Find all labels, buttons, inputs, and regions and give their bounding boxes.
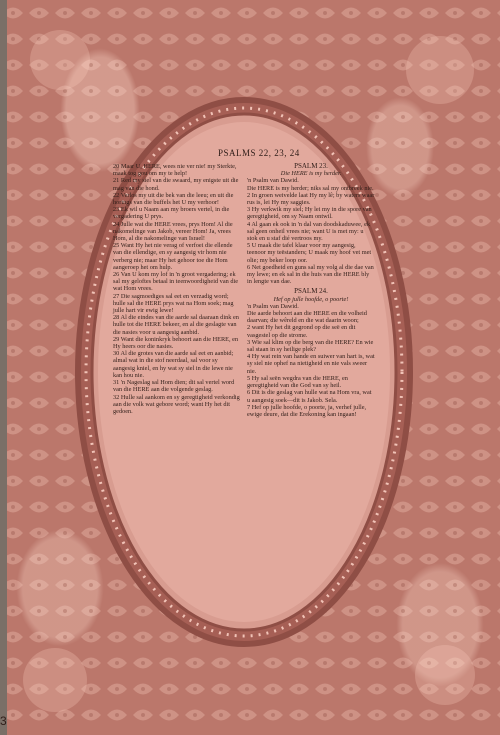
verse: 32 Hulle sal aankom en sy geregtigheid verkondig aan die volk wat gebore word; want Hy het dit gedoen. bbox=[113, 393, 240, 415]
verse: 29 Want die koninkryk behoort aan die HERE, en Hy heers oor die nasies. bbox=[113, 335, 239, 351]
verse: 4 Hy wat rein van hande en suiwer van hart is, wat sy siel nie ophef na nietigheid en nie vals sweer nie. bbox=[247, 353, 375, 375]
verse: 31 'n Nageslag sal Hom dien; dit sal vertel word van die HERE aan die volgende geslag. bbox=[113, 379, 235, 394]
verse: 21 Red my siel van die swaard, my enigste uit die mag van die hond. bbox=[113, 177, 239, 192]
verse: 3 Hy verkwik my siel; Hy lei my in die spore van geregtigheid, om sy Naam ontwil. bbox=[247, 206, 372, 221]
verse: 6 Net goedheid en guns sal my volg al die dae van my lewe; en ek sal in die huis van die HERE bly in lengte van dae. bbox=[247, 263, 374, 286]
verse: 'n Psalm van Dawid. bbox=[247, 302, 299, 310]
verse: 24 Julle wat die HERE vrees, prys Hom! Al die nakomelinge van Jakob, vereer Hom! Ja, vrees Hom, al die nakomelinge van Israel! bbox=[113, 220, 233, 243]
page-title: PSALMS 22, 23, 24 bbox=[218, 148, 300, 158]
verse: 22 Verlos my uit die bek van die leeu; en uit die horings van die buffels het U my verhoor! bbox=[113, 191, 234, 207]
psalm24-subtitle: Hef op julle hoofde, o poorte! bbox=[273, 295, 349, 303]
psalm24-verses bbox=[247, 303, 375, 418]
verse: 4 Al gaan ek ook in 'n dal van doodskaduwee, ek sal geen onheil vrees nie; want U is met my: u stok en u staf dié vertroos my. bbox=[247, 220, 371, 243]
page-number: 3 bbox=[0, 714, 7, 728]
verse: 3 Wie sal klim op die berg van die HERE? En wie sal staan in sy heilige plek? bbox=[247, 338, 374, 354]
verse: 5 Hy sal seën wegdra van die HERE, en geregtigheid van die God van sy heil. bbox=[247, 374, 348, 390]
left-column bbox=[113, 163, 241, 415]
verse: 'n Psalm van Dawid. bbox=[247, 177, 299, 185]
right-column bbox=[247, 163, 375, 418]
verse: 23 Ek wil u Naam aan my broers vertel, in die vergadering U prys. bbox=[113, 206, 230, 221]
verse: 2 want Hy het dit gegrond op die seë en dit vasgestel op die strome. bbox=[247, 324, 356, 339]
psalm23-subtitle: Die HERE is my herder. bbox=[280, 170, 342, 178]
verse: 28 Al die eindes van die aarde sal daaraan dink en hulle tot die HERE bekeer, en al die geslagte van die nasies voor u aangesig aanbid. bbox=[113, 314, 239, 336]
verse: 20 Maar U, HERE, wees nie ver nie! my Sterkte, maak tog gou om my te help! bbox=[113, 163, 237, 178]
verse: 27 Die sagmoediges sal eet en verzadig word; hulle sal die HERE prys wat na Hom soek; mag julle hart vir ewig lewe! bbox=[113, 292, 234, 315]
verse: 2 In groen weivelde laat Hy my lê; by waters waar rus is, lei Hy my saggies. bbox=[247, 191, 375, 207]
verse: 25 Want Hy het nie verag of verfoei die ellende van die ellendige, en sy aangesig vir hom nie verberg nie; maar Hy het gehoor toe die Hom aangeroep het om hulp. bbox=[113, 242, 233, 271]
verse: 26 Van U kom my lof in 'n groot vergadering; ek sal my geloftes betaal in teenwoordigheid van die wat Hom vrees. bbox=[113, 271, 239, 293]
verse: 6 Dit is die geslag van hulle wat na Hom vra, wat u aangesig soek—dit is Jakob. Sela. bbox=[247, 389, 372, 404]
verse: 7 Hef op julle hoofde, o poorte, ja, verhef julle, ewige deure, dat die Erekoning kan ingaan! bbox=[247, 403, 367, 418]
verse: Die HERE is my herder; niks sal my ontbreek nie. bbox=[247, 184, 374, 192]
psalm23-heading: PSALM 23. bbox=[294, 162, 328, 170]
psalm24-heading: PSALM 24. bbox=[294, 287, 328, 296]
verse: 5 U maak die tafel klaar voor my aangesig, teenoor my teëstanders; U maak my hoof vet met olie; my beker loop oor. bbox=[247, 242, 372, 264]
verse: 30 Al die grotes van die aarde sal eet en aanbid; almal wat in die stof neerdaal, sal voor sy aangesig kniel, en hy wat sy siel in die lewe nie kan hou nie. bbox=[113, 350, 234, 379]
verse: Die aarde behoort aan die HERE en die volheid daarvan; die wêreld en die wat daarin woon; bbox=[247, 310, 367, 325]
psalm23-verses bbox=[247, 177, 375, 285]
